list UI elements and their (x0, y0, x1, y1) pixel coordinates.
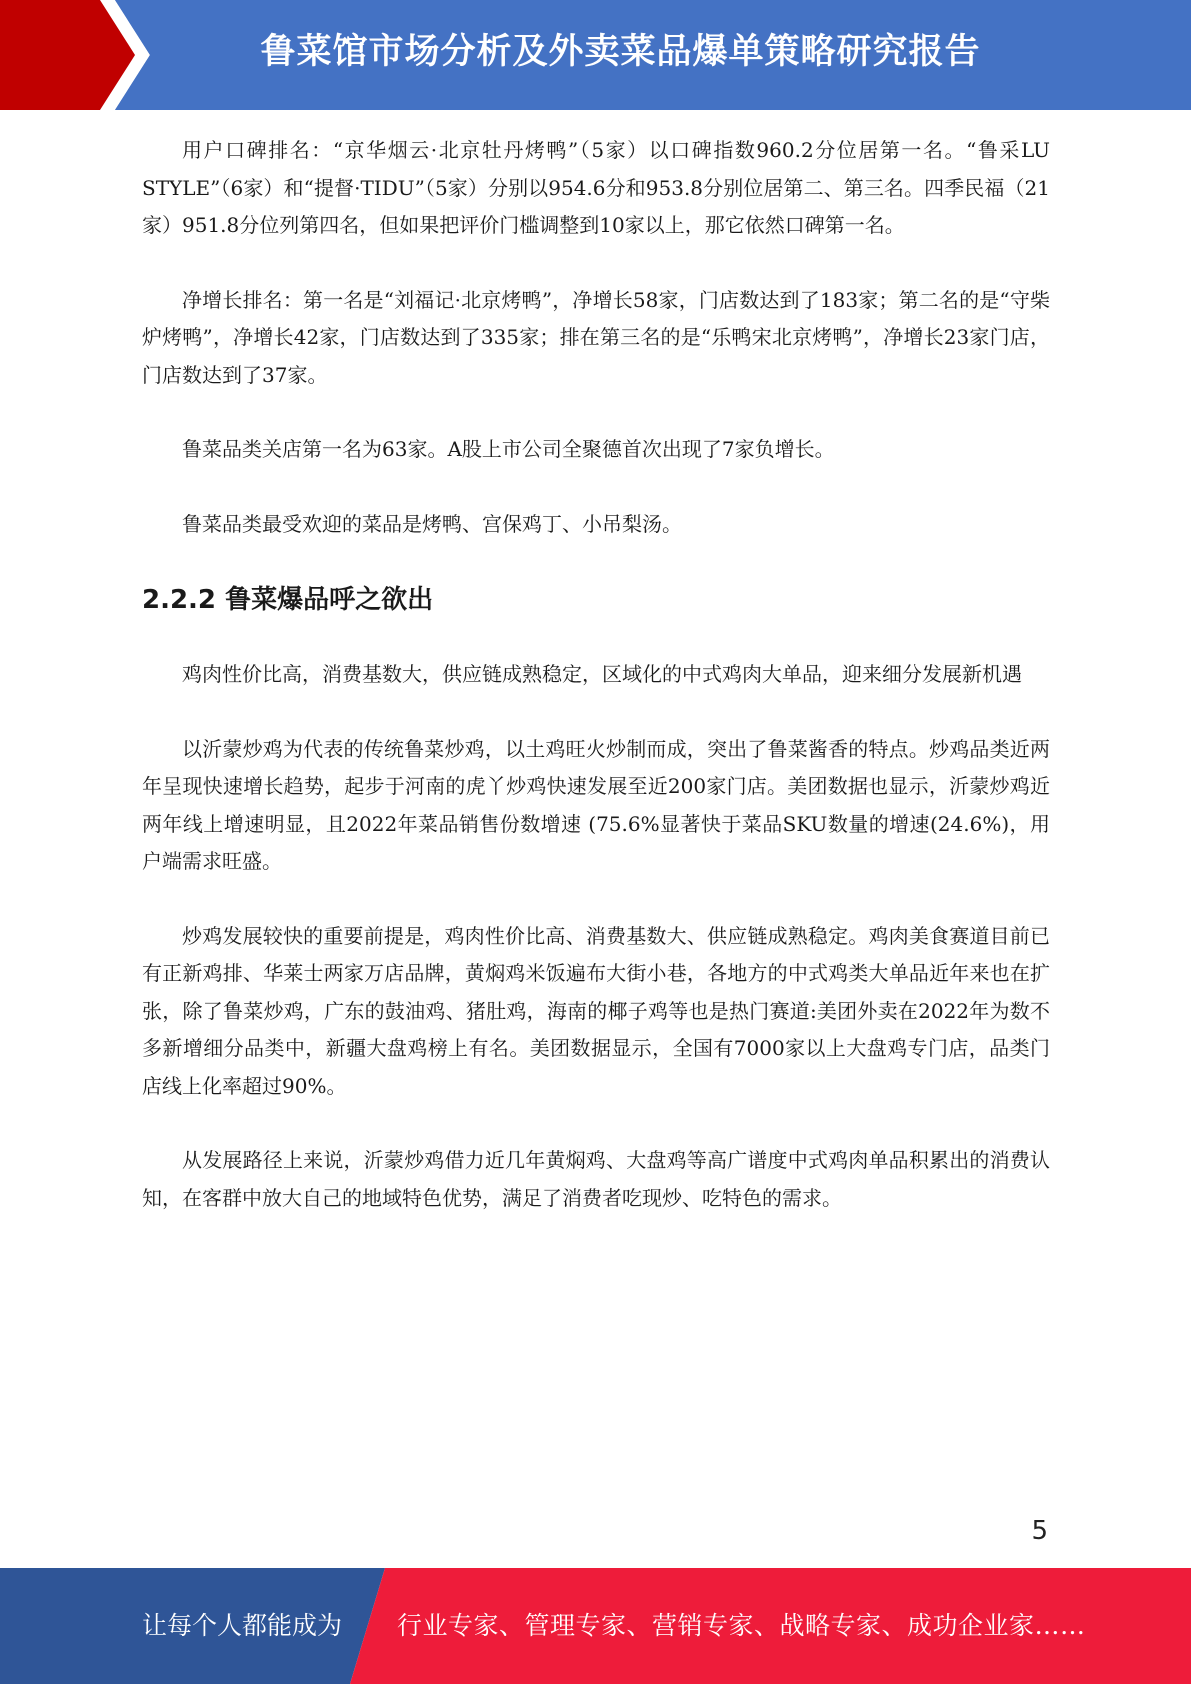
paragraph-word-of-mouth-ranking: 用户口碑排名：“京华烟云·北京牡丹烤鸭”（5家）以口碑指数960.2分位居第一名。“鲁采LU STYLE”（6家）和“提督·TIDU”（5家）分别以954.6分和953.8分别位居第二、第三名。四季民福（21家）951.8分位列第四名，但如果把评价门槛调整到10家以上，那它依然口碑第一名。 (142, 138, 1050, 237)
footer-slogan-right: 行业专家、管理专家、营销专家、战略专家、成功企业家…… (397, 1611, 1086, 1640)
paragraph-chicken-opportunity: 鸡肉性价比高，消费基数大，供应链成熟稳定，区域化的中式鸡肉大单品，迎来细分发展新机遇 (182, 662, 1022, 686)
paragraph-chicken-track-growth: 炒鸡发展较快的重要前提是，鸡肉性价比高、消费基数大、供应链成熟稳定。鸡肉美食赛道目前已有正新鸡排、华莱士两家万店品牌，黄焖鸡米饭遍布大街小巷，各地方的中式鸡类大单品近年来也在扩张，除了鲁菜炒鸡，广东的鼓油鸡、猪肚鸡，海南的椰子鸡等也是热门赛道:美团外卖在2022年为数不多新增细分品类中，新疆大盘鸡榜上有名。美团数据显示，全国有7000家以上大盘鸡专门店，品类门店线上化率超过90%。 (142, 923, 1050, 1098)
page-number: 5 (1031, 1516, 1048, 1546)
paragraph-development-path: 从发展路径上来说，沂蒙炒鸡借力近几年黄焖鸡、大盘鸡等高广谱度中式鸡肉单品积累出的消费认知，在客群中放大自己的地域特色优势，满足了消费者吃现炒、吃特色的需求。 (142, 1148, 1050, 1210)
paragraph-store-closures: 鲁菜品类关店第一名为63家。A股上市公司全聚德首次出现了7家负增长。 (182, 437, 835, 461)
document-body (142, 132, 1050, 1254)
paragraph-popular-dishes: 鲁菜品类最受欢迎的菜品是烤鸭、宫保鸡丁、小吊梨汤。 (182, 511, 682, 536)
header-arrow-decoration (0, 0, 190, 110)
report-title: 鲁菜馆市场分析及外卖菜品爆单策略研究报告 (260, 32, 981, 72)
section-heading: 2.2.2 鲁菜爆品呼之欲出 (142, 585, 434, 615)
report-header (0, 0, 1191, 110)
paragraph-yimeng-stir-fried-chicken: 以沂蒙炒鸡为代表的传统鲁菜炒鸡，以土鸡旺火炒制而成，突出了鲁菜酱香的特点。炒鸡品类近两年呈现快速增长趋势，起步于河南的虎丫炒鸡快速发展至近200家门店。美团数据也显示，沂蒙炒鸡近两年线上增速明显，且2022年菜品销售份数增速 (75.6%显著快于菜品SKU数量的增速(24.6%)，用户端需求旺盛。 (142, 736, 1050, 873)
paragraph-net-growth-ranking: 净增长排名：第一名是“刘福记·北京烤鸭”，净增长58家，门店数达到了183家；第二名的是“守柴炉烤鸭”，净增长42家，门店数达到了335家；排在第三名的是“乐鸭宋北京烤鸭”，净增长23家门店，门店数达到了37家。 (142, 287, 1050, 387)
report-footer (0, 1568, 1191, 1684)
footer-slogan-left: 让每个人都能成为 (142, 1611, 343, 1640)
